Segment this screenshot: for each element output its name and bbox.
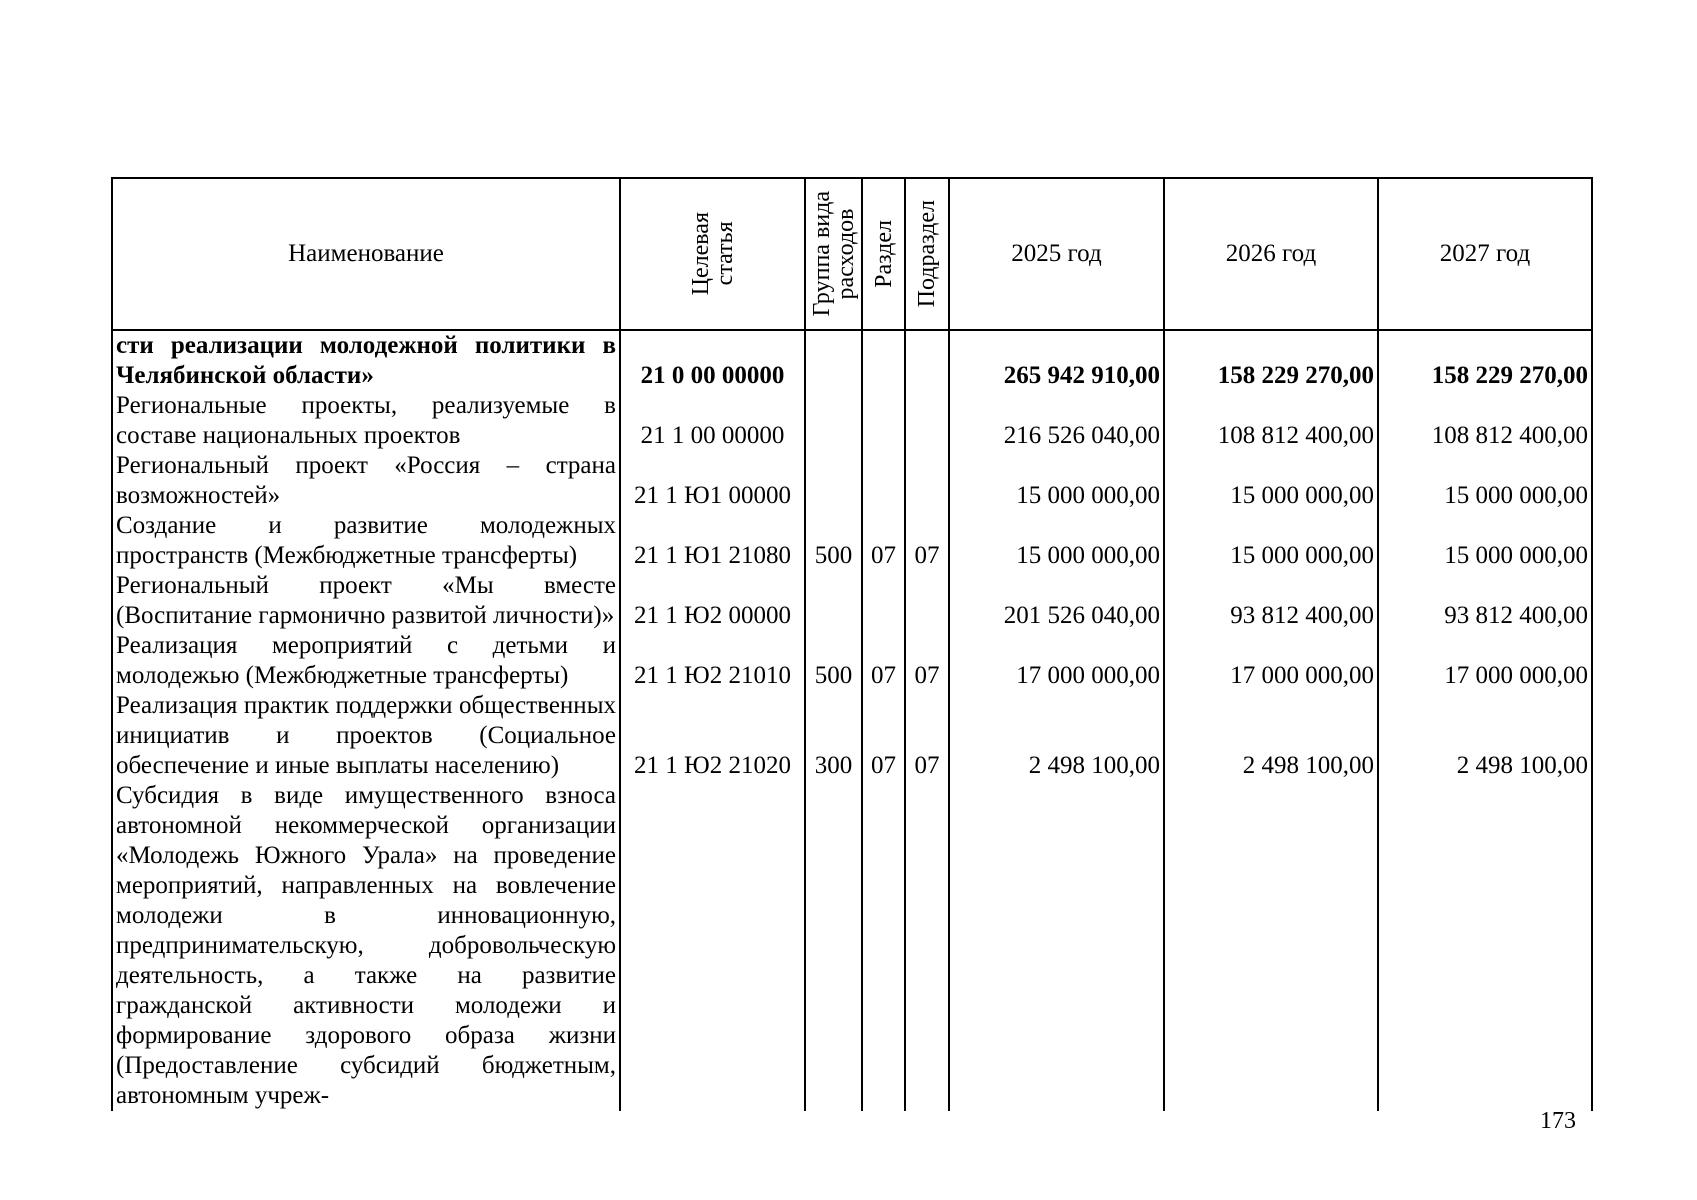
- row-target-code: 21 1 Ю1 00000: [620, 451, 805, 511]
- row-name: Реализация мероприятий с детьми и молодежью (Межбюджетные трансферты): [112, 631, 620, 691]
- row-amount-2026: 108 812 400,00: [1164, 391, 1378, 451]
- row-section: [862, 330, 905, 391]
- row-name: Региональный проект «Мы вместе (Воспитание гармонично развитой личности)»: [112, 571, 620, 631]
- row-target-code: 21 1 00 00000: [620, 391, 805, 451]
- row-section: 07: [862, 631, 905, 691]
- row-section: [862, 571, 905, 631]
- table-header-row: [112, 178, 1592, 330]
- row-subsection: [905, 781, 949, 1111]
- header-target-article: Целевая статья: [620, 178, 805, 330]
- row-subsection: [905, 330, 949, 391]
- row-subsection: 07: [905, 631, 949, 691]
- row-group: [805, 391, 862, 451]
- row-amount-2026: 2 498 100,00: [1164, 691, 1378, 781]
- row-amount-2025: 15 000 000,00: [949, 511, 1164, 571]
- header-year-2027: 2027 год: [1378, 178, 1592, 330]
- row-group: 300: [805, 691, 862, 781]
- table-row: [112, 691, 1592, 781]
- table-row: [112, 451, 1592, 511]
- row-group: [805, 330, 862, 391]
- row-subsection: 07: [905, 691, 949, 781]
- header-year-2025: 2025 год: [949, 178, 1164, 330]
- row-subsection: 07: [905, 511, 949, 571]
- row-amount-2027: 17 000 000,00: [1378, 631, 1592, 691]
- row-amount-2027: 158 229 270,00: [1378, 330, 1592, 391]
- row-amount-2027: 93 812 400,00: [1378, 571, 1592, 631]
- row-target-code: 21 1 Ю2 21020: [620, 691, 805, 781]
- row-amount-2026: 17 000 000,00: [1164, 631, 1378, 691]
- row-amount-2027: 108 812 400,00: [1378, 391, 1592, 451]
- row-amount-2026: 15 000 000,00: [1164, 511, 1378, 571]
- row-name: Субсидия в виде имущественного взноса автономной некоммерческой организации «Молодежь Южного Урала» на проведение мероприятий, направленных на вовлечение молодежи в инновационную, предпринимательскую, добровольческую деятельность, а также на развитие гражданской активности молодежи и формирование здорового образа жизни (Предоставление субсидий бюджетным, автономным учреж-: [112, 781, 620, 1111]
- row-subsection: [905, 451, 949, 511]
- table-row: [112, 571, 1592, 631]
- row-section: [862, 391, 905, 451]
- table-row: [112, 330, 1592, 391]
- row-group: [805, 781, 862, 1111]
- table-row: [112, 511, 1592, 571]
- header-name: Наименование: [112, 178, 620, 330]
- row-subsection: [905, 391, 949, 451]
- row-group: [805, 451, 862, 511]
- page-number: 173: [1540, 1108, 1576, 1134]
- row-amount-2026: 158 229 270,00: [1164, 330, 1378, 391]
- row-section: [862, 781, 905, 1111]
- row-group: [805, 571, 862, 631]
- row-name: Реализация практик поддержки общественных инициатив и проектов (Социальное обеспечение и иные выплаты населению): [112, 691, 620, 781]
- row-amount-2025: 2 498 100,00: [949, 691, 1164, 781]
- row-amount-2025: 15 000 000,00: [949, 451, 1164, 511]
- header-section: Раздел: [862, 178, 905, 330]
- table-row: [112, 781, 1592, 1111]
- row-target-code: 21 1 Ю1 21080: [620, 511, 805, 571]
- row-amount-2025: 201 526 040,00: [949, 571, 1164, 631]
- row-section: 07: [862, 691, 905, 781]
- row-amount-2027: 15 000 000,00: [1378, 451, 1592, 511]
- header-subsection: Подраздел: [905, 178, 949, 330]
- header-expense-group: Группа вида расходов: [805, 178, 862, 330]
- row-name: Региональные проекты, реализуемые в составе национальных проектов: [112, 391, 620, 451]
- table-row: [112, 631, 1592, 691]
- row-target-code: [620, 781, 805, 1111]
- row-amount-2026: 93 812 400,00: [1164, 571, 1378, 631]
- row-name: Создание и развитие молодежных пространств (Межбюджетные трансферты): [112, 511, 620, 571]
- header-year-2026: 2026 год: [1164, 178, 1378, 330]
- row-name: Региональный проект «Россия – страна возможностей»: [112, 451, 620, 511]
- row-section: 07: [862, 511, 905, 571]
- row-target-code: 21 1 Ю2 00000: [620, 571, 805, 631]
- row-amount-2027: [1378, 781, 1592, 1111]
- budget-table: [111, 177, 1593, 1111]
- row-amount-2026: 15 000 000,00: [1164, 451, 1378, 511]
- row-target-code: 21 0 00 00000: [620, 330, 805, 391]
- row-amount-2026: [1164, 781, 1378, 1111]
- row-group: 500: [805, 631, 862, 691]
- row-subsection: [905, 571, 949, 631]
- row-amount-2025: 216 526 040,00: [949, 391, 1164, 451]
- row-amount-2027: 2 498 100,00: [1378, 691, 1592, 781]
- row-amount-2025: 265 942 910,00: [949, 330, 1164, 391]
- row-amount-2025: [949, 781, 1164, 1111]
- table-row: [112, 391, 1592, 451]
- row-name: сти реализации молодежной политики в Челябинской области»: [112, 330, 620, 391]
- row-target-code: 21 1 Ю2 21010: [620, 631, 805, 691]
- row-amount-2025: 17 000 000,00: [949, 631, 1164, 691]
- row-group: 500: [805, 511, 862, 571]
- row-section: [862, 451, 905, 511]
- row-amount-2027: 15 000 000,00: [1378, 511, 1592, 571]
